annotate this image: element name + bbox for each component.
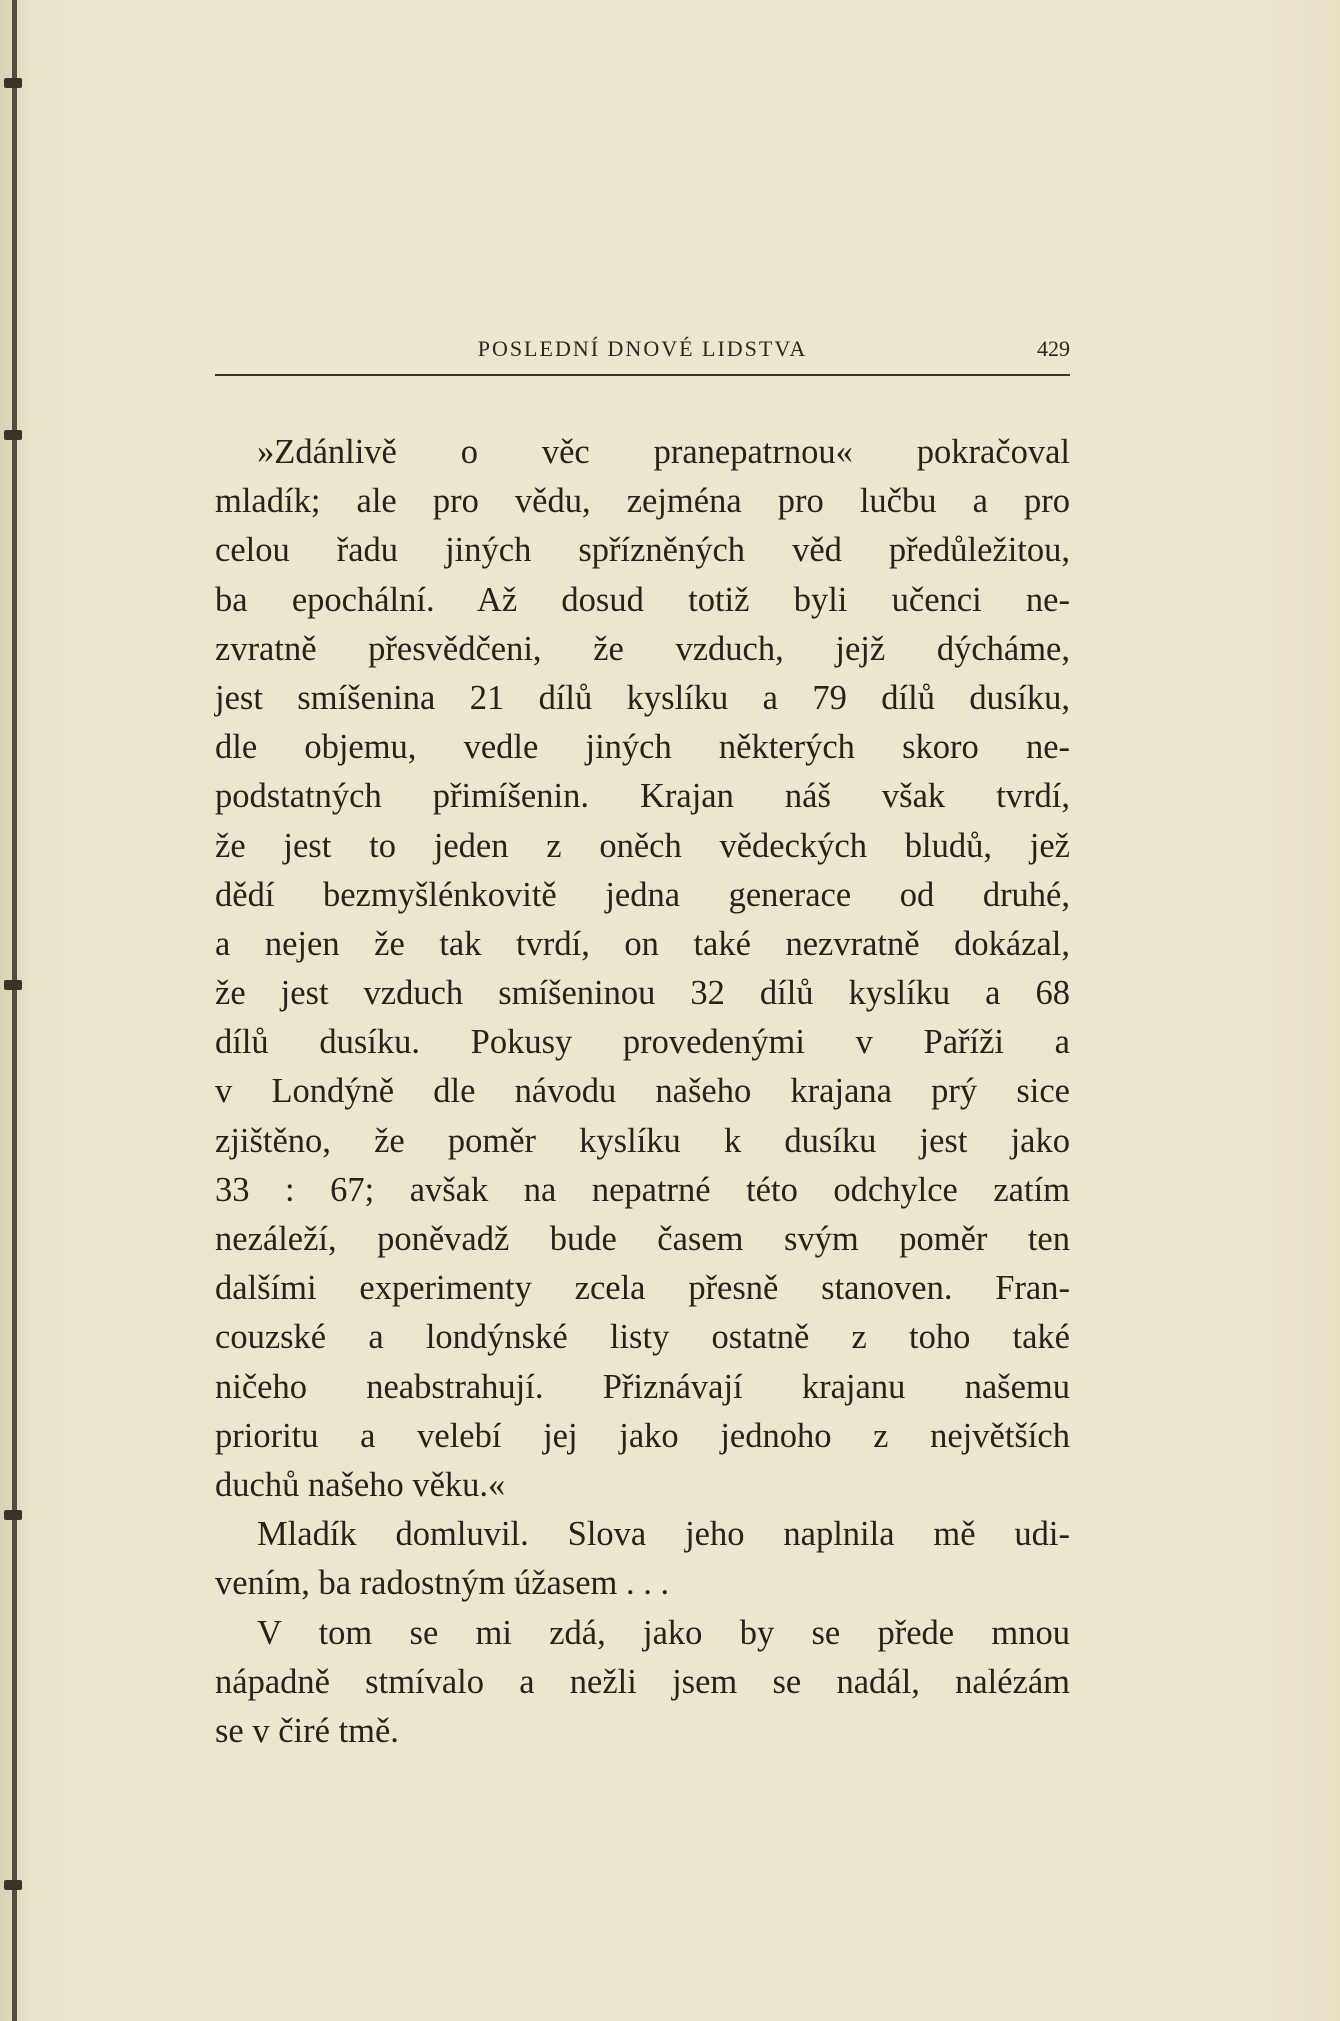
binding-mark	[4, 1880, 22, 1890]
text-line: prioritu a velebí jej jako jednoho z největších	[215, 1416, 1070, 1455]
header-rule	[215, 374, 1070, 376]
text-line: 33 : 67; avšak na nepatrné této odchylce zatím	[215, 1170, 1070, 1209]
text-line: dědí bezmyšlénkovitě jedna generace od druhé,	[215, 875, 1070, 914]
text-line: že jest to jeden z oněch vědeckých bludů, jež	[215, 826, 1070, 865]
text-line: nezáleží, poněvadž bude časem svým poměr ten	[215, 1220, 1070, 1258]
text-line: a nejen že tak tvrdí, on také nezvratně dokázal,	[215, 924, 1070, 963]
text-line: »Zdánlivě o věc pranepatrnou« pokračoval	[257, 433, 1070, 471]
binding-mark	[4, 78, 22, 88]
text-line: že jest vzduch smíšeninou 32 dílů kyslíku a 68	[215, 974, 1070, 1013]
binding-mark	[4, 980, 22, 990]
text-line: nápadně stmívalo a nežli jsem se nadál, nalézám	[215, 1662, 1070, 1701]
binding-mark	[4, 430, 22, 440]
text-line: dílů dusíku. Pokusy provedenými v Paříži a	[215, 1023, 1070, 1062]
text-line: ničeho neabstrahují. Přiznávají krajanu našemu	[215, 1367, 1070, 1406]
text-line: dle objemu, vedle jiných některých skoro ne-	[215, 728, 1070, 767]
text-line: V tom se mi zdá, jako by se přede mnou	[257, 1613, 1070, 1652]
text-line: ba epochální. Až dosud totiž byli učenci ne-	[215, 580, 1070, 619]
page-binding-edge	[12, 0, 17, 2021]
text-line: v Londýně dle návodu našeho krajana prý sice	[215, 1072, 1070, 1111]
paragraph	[215, 428, 1070, 1510]
running-title: POSLEDNÍ DNOVÉ LIDSTVA	[477, 336, 808, 361]
text-line: Mladík domluvil. Slova jeho naplnila mě udi-	[257, 1515, 1070, 1554]
paragraph	[215, 1609, 1070, 1757]
text-line: duchů našeho věku.«	[215, 1465, 506, 1504]
body-text	[215, 428, 1070, 1756]
text-line: dalšími experimenty zcela přesně stanoven. Fran-	[215, 1269, 1070, 1308]
binding-mark	[4, 1510, 22, 1520]
text-line: celou řadu jiných spřízněných věd předůležitou,	[215, 531, 1070, 570]
paragraph	[215, 1510, 1070, 1608]
text-line: podstatných přimíšenin. Krajan náš však tvrdí,	[215, 777, 1070, 816]
text-line: vením, ba radostným úžasem . . .	[215, 1564, 670, 1603]
text-line: jest smíšenina 21 dílů kyslíku a 79 dílů dusíku,	[215, 678, 1070, 717]
text-line: zvratně přesvědčeni, že vzduch, jejž dýcháme,	[215, 629, 1070, 668]
text-line: mladík; ale pro vědu, zejména pro lučbu a pro	[215, 482, 1070, 521]
text-line: se v čiré tmě.	[215, 1711, 399, 1750]
page-header	[215, 330, 1070, 376]
text-line: couzské a londýnské listy ostatně z toho také	[215, 1318, 1070, 1357]
page-number: 429	[1037, 336, 1070, 361]
text-line: zjištěno, že poměr kyslíku k dusíku jest jako	[215, 1121, 1070, 1160]
